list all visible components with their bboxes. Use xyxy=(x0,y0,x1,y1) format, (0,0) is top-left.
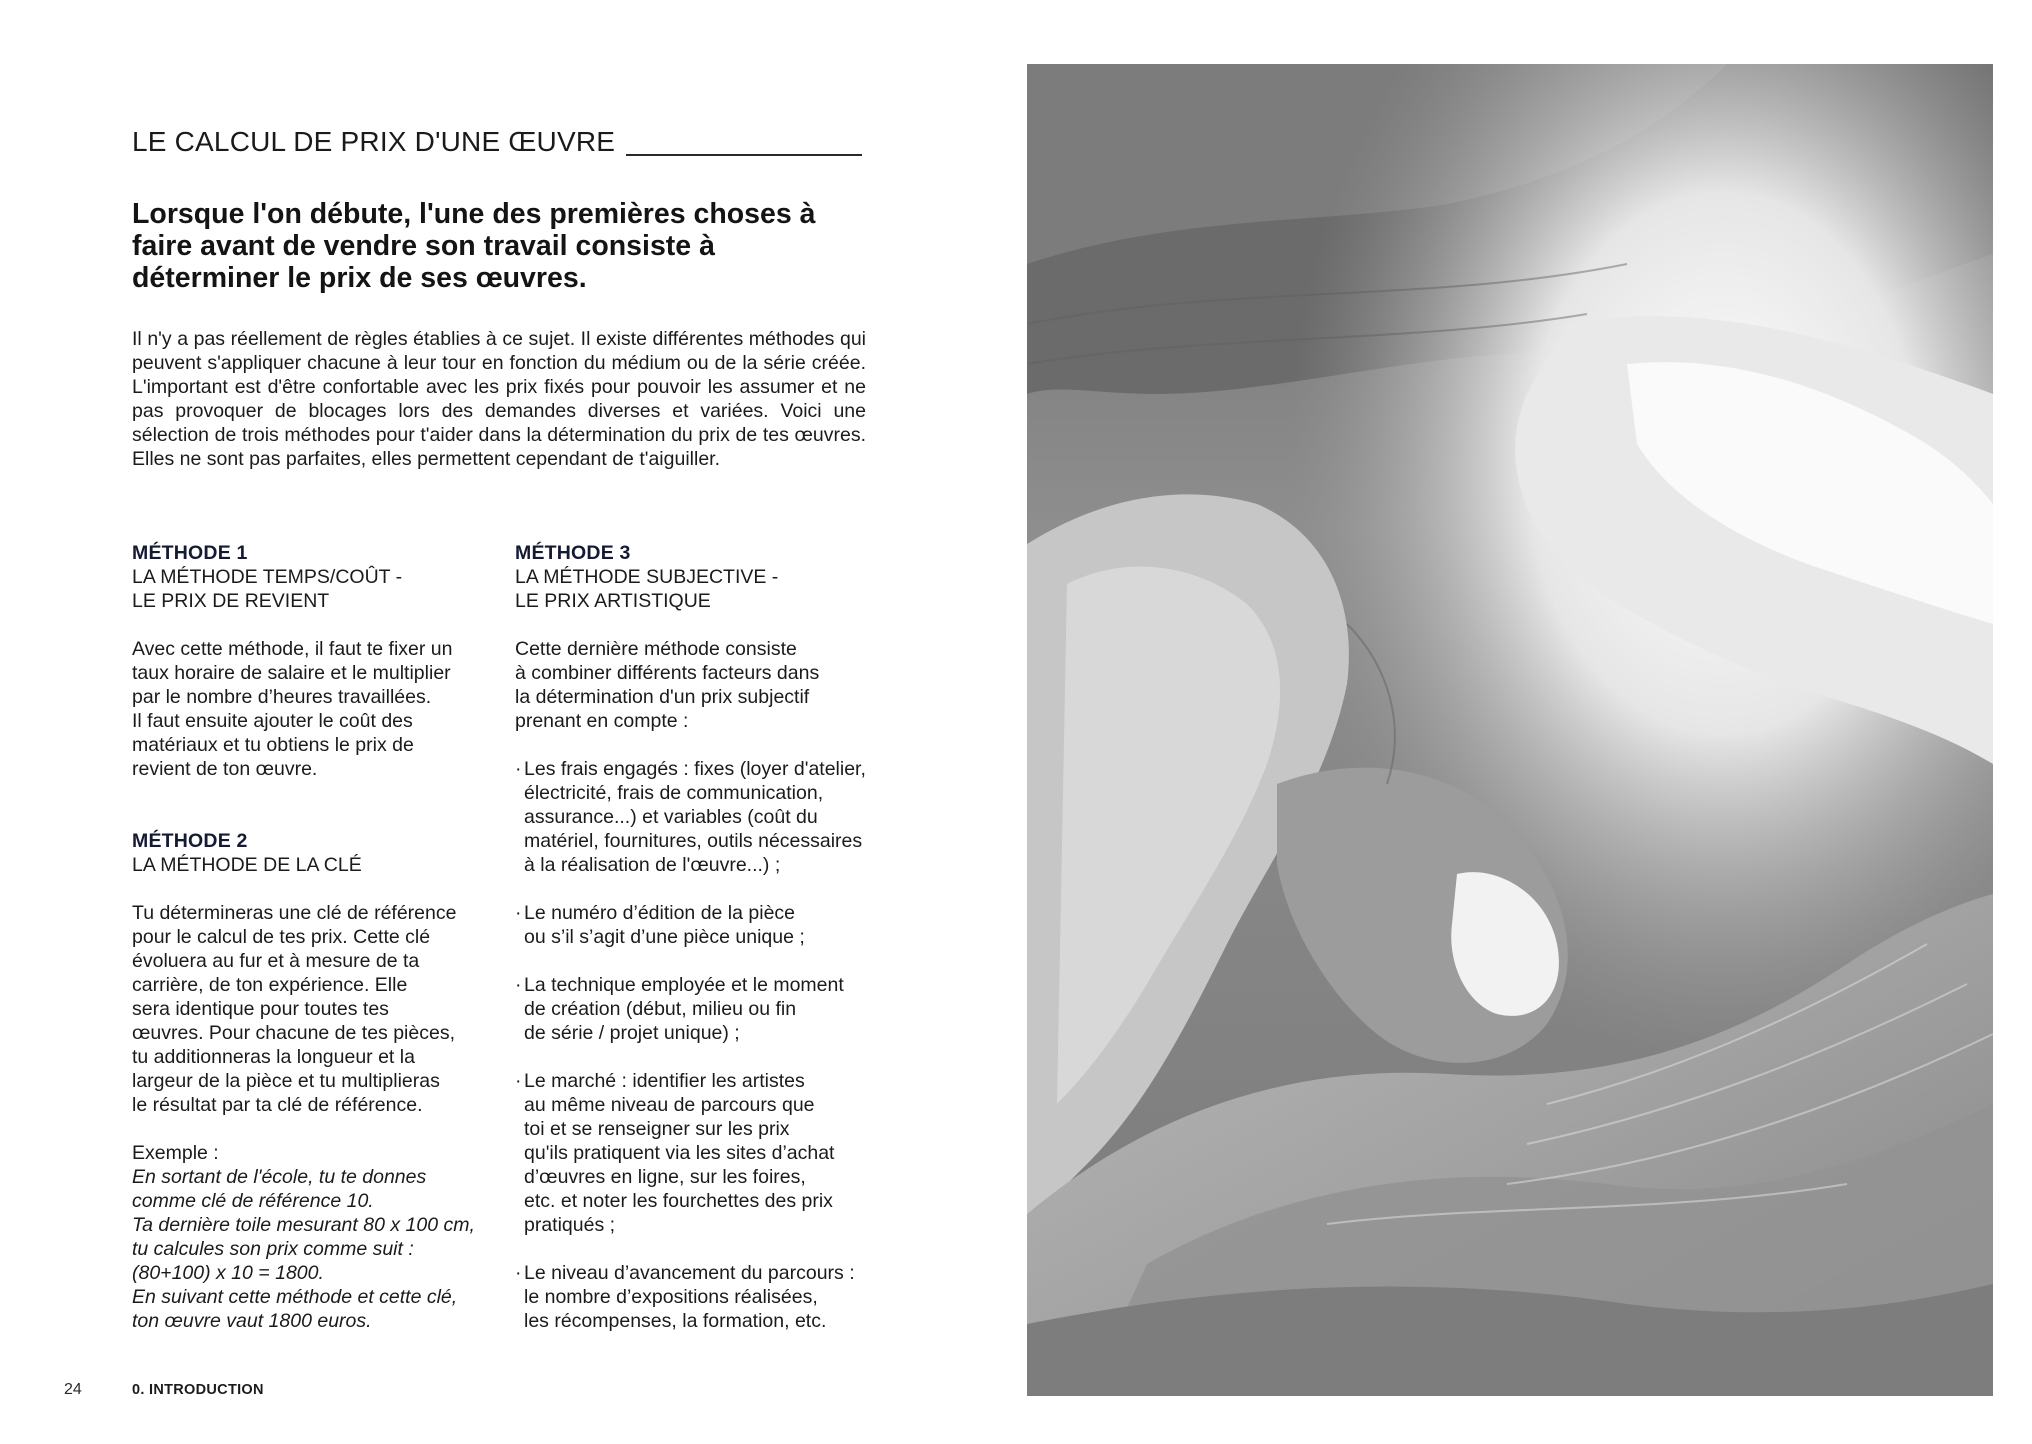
example-label: Exemple : xyxy=(132,1142,219,1164)
method-3-label: MÉTHODE 3 xyxy=(515,542,631,564)
bullet-dot: · xyxy=(515,758,522,780)
method-2-label: MÉTHODE 2 xyxy=(132,830,248,852)
bullet-dot: · xyxy=(515,1262,522,1284)
method-2-block xyxy=(132,829,492,1333)
method-2-name: LA MÉTHODE DE LA CLÉ xyxy=(132,854,362,876)
method-2-body: Tu détermineras une clé de référence pour le calcul de tes prix. Cette clé évoluera au fur et à mesure de ta carrière, de ton expérience. Elle sera identique pour toutes tes œuvres. Pour chacune de tes pièces, tu additionneras la longueur et la largeur de la pièce et tu multiplieras le résultat par ta clé de référence. xyxy=(132,902,457,1116)
list-item: · Les frais engagés : fixes (loyer d'atelier, électricité, frais de communication, assurance...) et variables (coût du matériel, fournitures, outils nécessaires à la réalisation de l'œuvre...) ; xyxy=(515,758,866,876)
page-number: 24 xyxy=(64,1381,82,1398)
example-text: En sortant de l'école, tu te donnes comme clé de référence 10. Ta dernière toile mesurant 80 x 100 cm, tu calcules son prix comme suit : (80+100) x 10 = 1800. En suivant cette méthode et cette clé, ton œuvre vaut 1800 euros. xyxy=(132,1166,475,1332)
bullet-dot: · xyxy=(515,974,522,996)
lead-paragraph: Lorsque l'on débute, l'une des premières choses à faire avant de vendre son travail consiste à déterminer le prix de ses œuvres. xyxy=(132,198,816,294)
method-1-label: MÉTHODE 1 xyxy=(132,542,248,564)
method-1-name-line1: LA MÉTHODE TEMPS/COÛT - xyxy=(132,566,403,588)
canyon-photo xyxy=(1027,64,1993,1396)
list-item: · Le numéro d’édition de la pièce ou s’il s’agit d’une pièce unique ; xyxy=(515,902,805,948)
factor-list xyxy=(515,757,875,1333)
intro-paragraph: Il n'y a pas réellement de règles établies à ce sujet. Il existe différentes méthodes qui peuvent s'appliquer chacune à leur tour en fonction du médium ou de la série créée. L'important est d'être confortable avec les prix fixés pour pouvoir les assumer et ne pas provoquer de blocages lors des demandes diverses et variées. Voici une sélection de trois méthodes pour t'aider dans la détermination du prix de tes œuvres. Elles ne sont pas parfaites, elles permettent cependant de t'aiguiller. xyxy=(132,328,866,470)
method-1-block xyxy=(132,541,492,781)
method-3-name-line1: LA MÉTHODE SUBJECTIVE - xyxy=(515,566,779,588)
list-item: · Le marché : identifier les artistes au même niveau de parcours que toi et se renseigner sur les prix qu'ils pratiquent via les sites d’achat d’œuvres en ligne, sur les foires, etc. et noter les fourchettes des prix pratiqués ; xyxy=(515,1070,835,1236)
method-3-body: Cette dernière méthode consiste à combiner différents facteurs dans la détermination d'un prix subjectif prenant en compte : xyxy=(515,638,820,732)
method-1-body: Avec cette méthode, il faut te fixer un taux horaire de salaire et le multiplier par le nombre d’heures travaillées. Il faut ensuite ajouter le coût des matériaux et tu obtiens le prix de revient de ton œuvre. xyxy=(132,638,453,780)
method-3-block xyxy=(515,541,875,1357)
page-title: LE CALCUL DE PRIX D'UNE ŒUVRE xyxy=(132,126,616,157)
method-1-name-line2: LE PRIX DE REVIENT xyxy=(132,590,330,612)
bullet-dot: · xyxy=(515,902,522,924)
left-page xyxy=(0,0,1010,1444)
footer-section-label: 0. INTRODUCTION xyxy=(132,1382,264,1398)
method-3-name-line2: LE PRIX ARTISTIQUE xyxy=(515,590,711,612)
bullet-dot: · xyxy=(515,1070,522,1092)
list-item: · La technique employée et le moment de création (début, milieu ou fin de série / projet unique) ; xyxy=(515,974,844,1044)
list-item: · Le niveau d’avancement du parcours : le nombre d’expositions réalisées, les récompenses, la formation, etc. xyxy=(515,1262,855,1332)
title-rule xyxy=(626,154,862,156)
heading-row xyxy=(132,126,862,166)
